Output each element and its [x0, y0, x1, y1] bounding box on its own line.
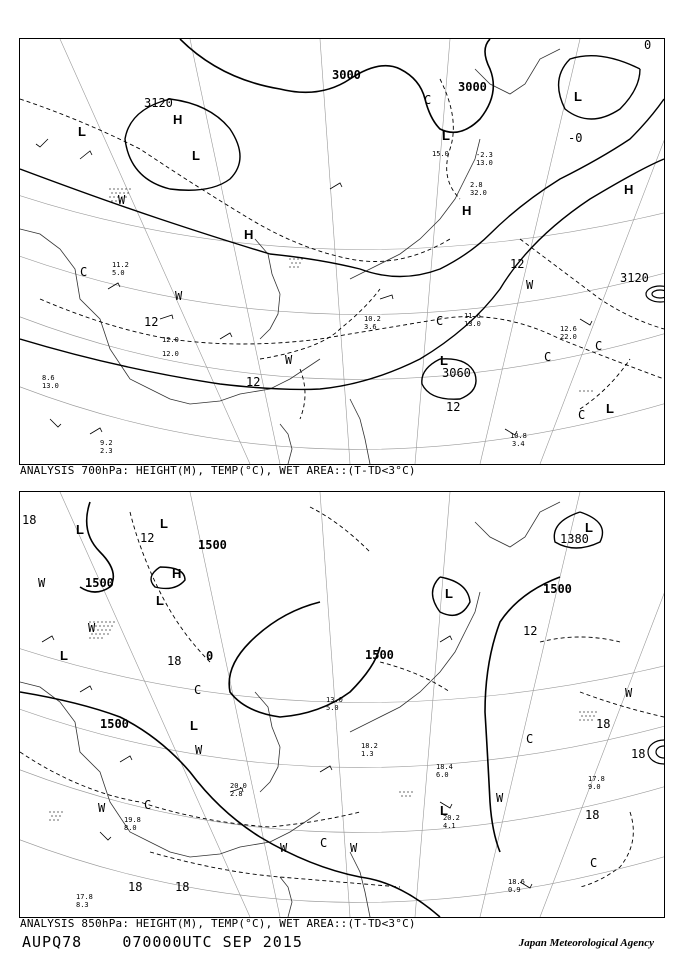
station-value: 12.6	[560, 325, 577, 333]
station-value: 9.2	[100, 439, 113, 447]
wind-barb	[380, 295, 393, 299]
cold-marker: C	[194, 683, 202, 697]
isotherm	[540, 637, 620, 642]
station-value: 10.8	[510, 432, 527, 440]
low-center: L	[160, 516, 168, 531]
warm-marker: W	[285, 353, 293, 367]
temperature-label: 18	[167, 654, 182, 668]
temperature-label: 18	[175, 880, 190, 894]
low-center: L	[574, 89, 582, 104]
map-panel-700hpa	[19, 38, 665, 465]
longitude-line	[480, 39, 583, 464]
contour-3120	[125, 99, 240, 190]
wind-barbs	[36, 139, 592, 435]
isotherm	[580, 812, 633, 887]
isotherm	[310, 507, 370, 552]
warm-marker: W	[88, 621, 96, 635]
warm-marker: W	[195, 743, 203, 757]
low-center: L	[606, 401, 614, 416]
station-value: 0.9	[508, 886, 521, 894]
station-value: 18.2	[361, 742, 378, 750]
temperature-label: 18	[585, 808, 600, 822]
station-value: 2.8	[470, 181, 483, 189]
wind-barb	[80, 151, 92, 159]
station-value: 19.8	[124, 816, 141, 824]
temperature-label: 0	[644, 39, 652, 52]
cold-marker: C	[436, 314, 444, 328]
warm-marker: W	[625, 686, 633, 700]
cold-marker: C	[80, 265, 88, 279]
station-value: 13.0	[464, 320, 481, 328]
map-700hpa-svg	[20, 39, 664, 464]
isotherm	[380, 662, 450, 692]
station-value: 1.3	[361, 750, 374, 758]
station-value: 17.8	[588, 775, 605, 783]
height-label: 3060	[442, 366, 471, 380]
low-center: L	[440, 803, 448, 818]
high-center: H	[172, 566, 182, 581]
temperature-label: 12	[140, 531, 155, 545]
longitude-line	[320, 39, 350, 464]
station-value: 9.0	[588, 783, 601, 791]
temperature-label: 12	[246, 375, 261, 389]
station-value: 10.2	[364, 315, 381, 323]
longitude-line	[415, 492, 450, 917]
cold-marker: C	[144, 798, 152, 812]
wind-barb	[580, 319, 592, 325]
station-value: 8.6	[42, 374, 55, 382]
wind-barb	[440, 636, 452, 642]
contour-1500-central	[229, 602, 380, 717]
cold-marker: C	[424, 93, 432, 107]
temperature-label: 12	[144, 315, 159, 329]
longitude-line	[480, 492, 580, 917]
cold-marker: C	[595, 339, 603, 353]
wind-barb	[120, 756, 132, 762]
station-value: 4.1	[443, 822, 456, 830]
station-value: 15.0	[432, 150, 449, 158]
warm-marker: W	[175, 289, 183, 303]
low-center: L	[585, 520, 593, 535]
station-value: 11.2	[112, 261, 129, 269]
station-value: 6.0	[436, 771, 449, 779]
station-value: 20.0	[230, 782, 247, 790]
temperature-label: 12	[446, 400, 461, 414]
chart-code: AUPQ78	[22, 933, 83, 951]
wind-barb	[330, 183, 342, 189]
station-value: 18.4	[436, 763, 453, 771]
low-center: L	[190, 718, 198, 733]
contour-3060	[20, 99, 664, 277]
coastline-philippines	[350, 399, 370, 464]
latitude-line	[20, 249, 664, 314]
cold-marker: C	[590, 856, 598, 870]
station-value: 13.0	[476, 159, 493, 167]
contour-high-east	[559, 56, 640, 119]
wind-barb	[80, 686, 92, 692]
longitude-line	[190, 39, 280, 464]
station-value: 13.0	[326, 696, 343, 704]
graticule	[20, 492, 664, 917]
temperature-label: -0	[568, 131, 583, 145]
cold-marker: C	[578, 408, 586, 422]
warm-marker: W	[496, 791, 504, 805]
low-center: L	[156, 593, 164, 608]
warm-marker: W	[118, 193, 126, 207]
station-value: 8.0	[124, 824, 137, 832]
height-contours	[20, 502, 664, 917]
longitude-line	[415, 39, 450, 464]
contour-high-se-inner	[652, 290, 664, 298]
coastline-taiwan	[280, 877, 292, 917]
isotherm	[580, 692, 664, 717]
wind-barb	[50, 419, 61, 427]
panel-caption-700hpa: ANALYSIS 700hPa: HEIGHT(M), TEMP(°C), WET AREA::(T-TD<3°C)	[20, 464, 416, 477]
latitude-line	[20, 702, 664, 767]
temperature-label: 18	[22, 513, 37, 527]
temperature-label: 12	[523, 624, 538, 638]
cold-marker: C	[544, 350, 552, 364]
wind-barb	[42, 636, 54, 642]
height-label: 3120	[144, 96, 173, 110]
coastlines	[20, 502, 560, 917]
height-label: 3000	[332, 68, 361, 82]
station-value: 5.0	[112, 269, 125, 277]
wind-barb	[108, 283, 120, 289]
temperature-label: 18	[128, 880, 143, 894]
station-value: 11.6	[464, 312, 481, 320]
high-center: H	[624, 182, 634, 197]
station-value: 12.0	[162, 350, 179, 358]
temperature-label: 12	[510, 257, 525, 271]
wind-barb	[100, 832, 111, 840]
isotherm	[260, 289, 380, 359]
map-850hpa-svg	[20, 492, 664, 917]
low-center: L	[440, 353, 448, 368]
station-value: 22.0	[560, 333, 577, 341]
station-value: 2.8	[230, 790, 243, 798]
isotherm	[580, 359, 630, 409]
station-value: 13.0	[42, 382, 59, 390]
latitude-line	[20, 832, 664, 902]
height-label: 1500	[85, 576, 114, 590]
warm-marker: W	[38, 576, 46, 590]
station-value: 32.0	[470, 189, 487, 197]
temperature-label: 18	[596, 717, 611, 731]
isotherm	[300, 369, 305, 419]
latitude-line	[20, 189, 664, 250]
height-label: 1500	[365, 648, 394, 662]
chart-time: 070000UTC SEP 2015	[122, 933, 303, 951]
wind-barb	[36, 139, 48, 147]
wind-barb	[90, 428, 102, 434]
panel-caption-850hpa: ANALYSIS 850hPa: HEIGHT(M), TEMP(°C), WET AREA::(T-TD<3°C)	[20, 917, 416, 930]
station-value: 2.3	[100, 447, 113, 455]
height-label: 1380	[560, 532, 589, 546]
station-value: 17.8	[76, 893, 93, 901]
isotherm	[20, 752, 360, 827]
wind-barb	[160, 315, 173, 319]
latitude-line	[20, 309, 664, 379]
low-center: L	[192, 148, 200, 163]
cold-marker: C	[320, 836, 328, 850]
coastline-kamchatka	[475, 49, 560, 94]
coastline-taiwan	[280, 424, 292, 464]
station-value: 12.0	[162, 336, 179, 344]
contour-1500-east	[485, 577, 560, 852]
low-center: L	[445, 586, 453, 601]
station-value: 18.6	[508, 878, 525, 886]
coastline-kamchatka	[475, 502, 560, 547]
station-value: 3.6	[364, 323, 377, 331]
coastline-korea	[255, 692, 280, 792]
coastline-mainland	[20, 229, 320, 404]
low-center: L	[442, 128, 450, 143]
station-value: 5.0	[326, 704, 339, 712]
low-center: L	[76, 522, 84, 537]
warm-marker: W	[98, 801, 106, 815]
height-label: 3000	[458, 80, 487, 94]
wind-barb	[220, 333, 232, 339]
height-label: 1500	[198, 538, 227, 552]
coastline-mainland	[20, 682, 320, 857]
contour-low-east-inner	[656, 746, 664, 758]
contour-high-se	[646, 286, 664, 302]
longitude-line	[190, 492, 280, 917]
low-center: L	[78, 124, 86, 139]
height-label: 1500	[100, 717, 129, 731]
agency-name: Japan Meteorological Agency	[518, 937, 654, 949]
warm-marker: W	[350, 841, 358, 855]
high-center: H	[173, 112, 183, 127]
graticule	[20, 39, 664, 464]
temperature-label: 0	[206, 649, 214, 663]
chart-identifier	[22, 933, 303, 951]
station-value: 8.3	[76, 901, 89, 909]
height-label: 1500	[543, 582, 572, 596]
high-center: H	[462, 203, 472, 218]
map-panel-850hpa	[19, 491, 665, 918]
station-value: 3.4	[512, 440, 525, 448]
temperature-label: 18	[631, 747, 646, 761]
contour-1500-south	[20, 692, 440, 917]
station-value: -2.3	[476, 151, 493, 159]
warm-marker: W	[280, 841, 288, 855]
height-label: 3120	[620, 271, 649, 285]
warm-marker: W	[526, 278, 534, 292]
latitude-line	[20, 379, 664, 449]
high-center: H	[244, 227, 254, 242]
latitude-line	[20, 642, 664, 703]
low-center: L	[60, 648, 68, 663]
cold-marker: C	[526, 732, 534, 746]
station-value: 20.2	[443, 814, 460, 822]
